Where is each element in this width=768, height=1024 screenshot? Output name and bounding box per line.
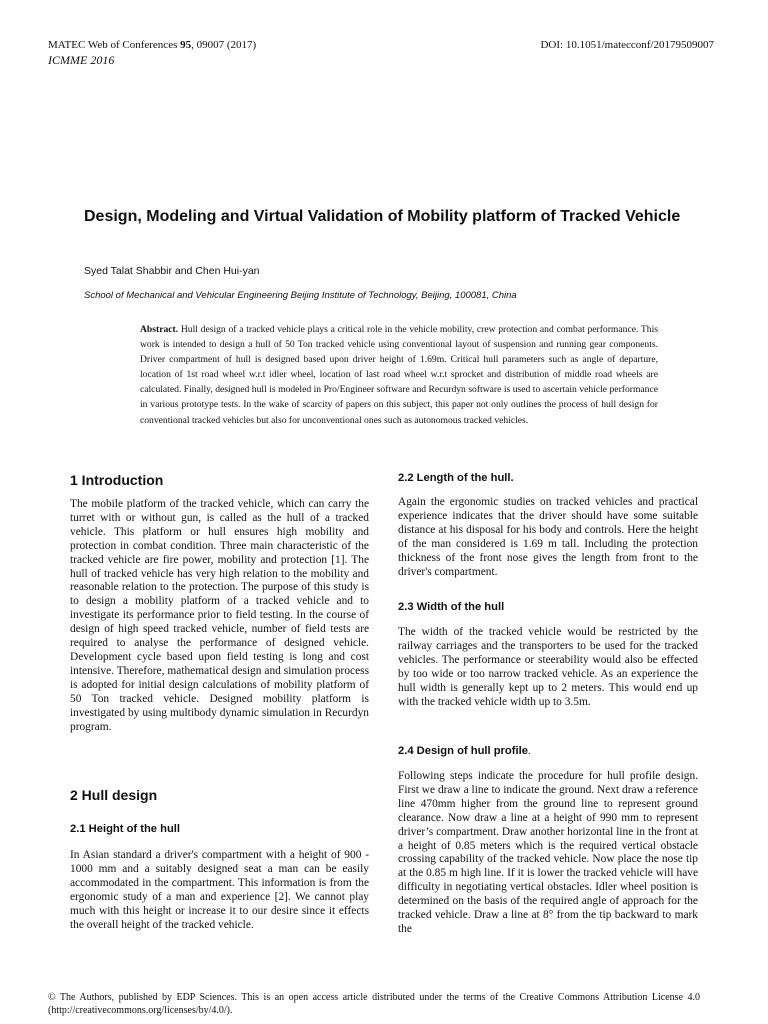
paper-title: Design, Modeling and Virtual Validation of Mobility platform of Tracked Vehicle [84,208,681,225]
section-heading-introduction: 1 Introduction [70,472,164,488]
journal-header [48,38,256,52]
journal-article-number: , 09007 (2017) [191,39,257,51]
license-footer: © The Authors, published by EDP Sciences. This is an open access article distributed under the terms of the Creative Commons Attribution License 4.0 (http://creativecommons.org/licenses/by/4.0/). [48,992,700,1016]
section-heading-hull-design: 2 Hull design [70,787,158,803]
doi-text: DOI: 10.1051/matecconf/20179509007 [540,39,714,51]
length-paragraph: Again the ergonomic studies on tracked vehicles and practical experience indicates that the driver should have some suitable distance at his disposal for his body and controls. Here the height of the man considered is 1.69 m tall. Including the protection thickness of the front nose gives the length from front to the driver's compartment. [398,496,698,578]
author-affiliation: School of Mechanical and Vehicular Engineering Beijing Institute of Technology, Beijing, 100081, China [84,290,517,301]
subsection-heading-height: 2.1 Height of the hull [70,823,181,835]
width-paragraph: The width of the tracked vehicle would be restricted by the railway carriages and the transporters to be used for the tracked vehicles. The performance or steerability would also be effected by too wide or too narrow tracked vehicle. As an experience the hull width is generally kept up to 2 meters. This would end up with the tracked vehicle width up to 3.5m. [398,626,698,708]
journal-name: MATEC Web of Conferences [48,39,181,51]
abstract-label: Abstract. [140,324,179,335]
subsection-heading-profile-period: . [527,745,531,757]
conference-name: ICMME 2016 [48,53,115,67]
height-paragraph: In Asian standard a driver's compartment with a height of 900 - 1000 mm and a suitably designed seat a man can be easily accommodated in the compartment. This information is from the ergonomic study of a man and experience [2]. We cannot play much with this height or increase it to our desire since it effects the overall height of the tracked vehicle. [70,849,369,931]
profile-paragraph: Following steps indicate the procedure for hull profile design. First we draw a line to indicate the ground. Next draw a reference line 470mm higher from the ground line to represent ground clearance. Now draw a line at a height of 990 mm to represent driver’s compartment. Draw another horizontal line in the front at a height of 0.85 meters which is the required vertical obstacle crossing capability of the tracked vehicle. Now place the nose tip at the 0.85 m high line. If it is lower the tracked vehicle will have difficulty in negotiating vertical obstacles. Idler wheel position is determined on the basis of the required angle of approach for the tracked vehicle. Draw a line at 8° from the tip backward to mark the [398,770,698,935]
subsection-heading-length: 2.2 Length of the hull. [398,472,514,484]
introduction-paragraph: The mobile platform of the tracked vehicle, which can carry the turret with or without gun, is called as the hull of a tracked vehicle. This platform or hull ensures high mobility and protection in combat condition. Three main characteristic of the tracked vehicle are fire power, mobility and protection [1]. The hull of tracked vehicle has very high relation to the mobility and reasonable relation to the protection. The purpose of this study is to design a mobility platform of a tracked vehicle and to investigate its performance prior to field testing. In the course of design of high speed tracked vehicle, number of field tests are required to analyse the performance of designed vehicle. Development cycle based upon field testing is long and cost intensive. Therefore, mathematical design and simulation process is adopted for initial design calculations of mobility platform of 50 Ton tracked vehicle. Designed mobility platform is investigated by using multibody dynamic simulation in Recurdyn program. [70,498,369,733]
abstract-text: Hull design of a tracked vehicle plays a critical role in the vehicle mobility, crew protection and combat performance. This work is intended to design a hull of 50 Ton tracked vehicle using conventional layout of suspension and running gear components. Driver compartment of hull is designed based upon driver height of 1.69m. Critical hull parameters such as angle of departure, location of 1st road wheel w.r.t idler wheel, location of last road wheel w.r.t sprocket and distribution of middle road wheels are calculated. Finally, designed hull is modeled in Pro/Engineer software and Recurdyn software is used to ascertain vehicle performance in various prototype tests. In the wake of scarcity of papers on this subject, this paper not only outlines the process of hull design for conventional tracked vehicles but also for unconventional ones such as autonomous tracked vehicles. [140,324,658,426]
author-list: Syed Talat Shabbir and Chen Hui-yan [84,265,260,277]
abstract [140,322,658,428]
journal-volume: 95 [180,39,192,51]
subsection-heading-profile-wrapper [398,745,531,757]
subsection-heading-width: 2.3 Width of the hull [398,601,505,613]
subsection-heading-profile: 2.4 Design of hull profile [398,745,528,757]
